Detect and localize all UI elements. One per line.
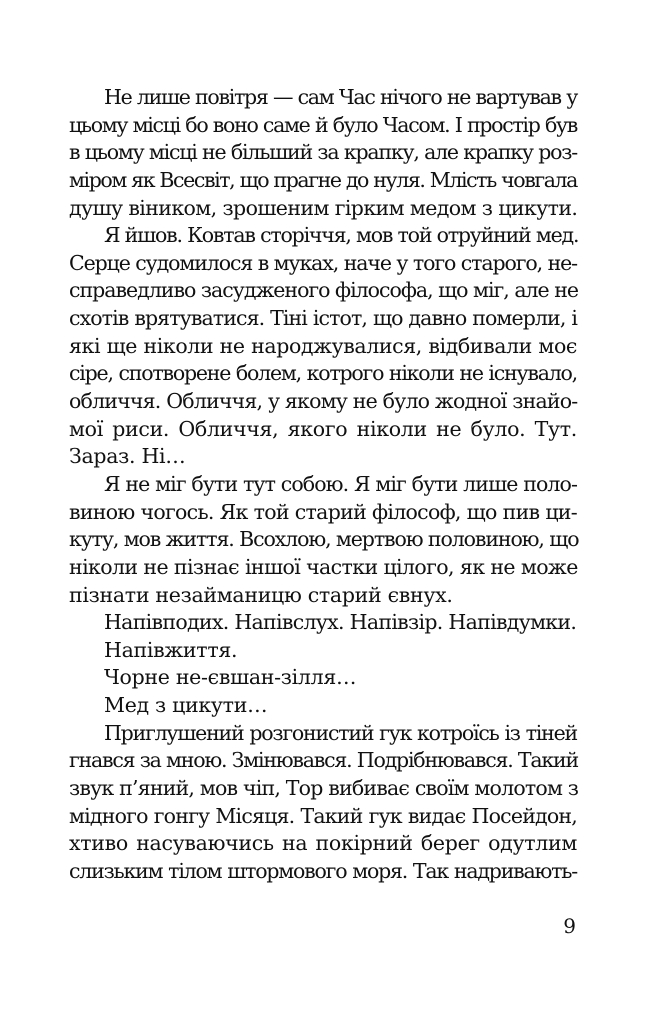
text-line: в цьому місці не більший за крапку, але крапку роз- bbox=[69, 140, 577, 165]
text-line: Напівподих. Напівслух. Напівзір. Напівдумки. bbox=[104, 610, 577, 635]
text-line: Серце судомилося в муках, наче у того старого, не- bbox=[69, 250, 577, 275]
page-number: 9 bbox=[563, 914, 576, 938]
text-line: Не лише повітря — сам Час нічого не вартував у bbox=[104, 85, 577, 109]
text-line: цьому місці бо воно саме й було Часом. І простір був bbox=[69, 112, 577, 137]
text-line: мідного гонгу Місяця. Такий гук видає Посейдон, bbox=[69, 803, 577, 828]
text-line: схотів врятуватися. Тіні істот, що давно померли, і bbox=[69, 306, 577, 331]
text-line: які ще ніколи не народжувалися, відбивали моє bbox=[69, 333, 577, 358]
text-line: Приглушений розгонистий гук котроїсь із тіней bbox=[104, 720, 577, 745]
text-line: пізнати незайманицю старий євнух. bbox=[69, 582, 453, 607]
text-line: міром як Всесвіт, що прагне до нуля. Млість човгала bbox=[69, 167, 577, 192]
text-line: куту, мов життя. Всохлою, мертвою половиною, що bbox=[69, 527, 579, 552]
text-line: хтиво насуваючись на покірний берег одутлим bbox=[69, 831, 577, 856]
text-line: слизьким тілом штормового моря. Так надривають- bbox=[69, 858, 577, 883]
text-line: Мед з цикути… bbox=[104, 693, 268, 718]
text-line: гнався за мною. Змінювався. Подрібнювався. Такий bbox=[69, 748, 578, 773]
text-line: Я йшов. Ковтав сторіччя, мов той отруйний мед. bbox=[104, 223, 579, 248]
text-line: сіре, спотворене болем, котрого ніколи не існувало, bbox=[69, 361, 577, 386]
text-line: мої риси. Обличчя, якого ніколи не було. Тут. bbox=[69, 416, 577, 441]
text-line: Напівжиття. bbox=[104, 637, 238, 662]
text-line: обличчя. Обличчя, у якому не було жодної знайо- bbox=[69, 389, 578, 414]
body-text bbox=[69, 84, 577, 886]
text-line: справедливо засудженого філософа, що міг, але не bbox=[69, 278, 579, 303]
text-line: ніколи не пізнає іншої частки цілого, як не може bbox=[69, 554, 578, 579]
text-line: душу віником, зрошеним гірким медом з цикути. bbox=[69, 195, 578, 220]
text-line: Чорне не-євшан-зілля… bbox=[104, 665, 357, 690]
text-line: звук п’яний, мов чіп, Тор вибиває своїм молотом з bbox=[69, 776, 579, 801]
text-line: Я не міг бути тут собою. Я міг бути лише поло- bbox=[104, 471, 577, 496]
text-line: Зараз. Ні… bbox=[69, 444, 186, 469]
text-line: виною чогось. Як той старий філософ, що пив ци- bbox=[69, 499, 577, 524]
